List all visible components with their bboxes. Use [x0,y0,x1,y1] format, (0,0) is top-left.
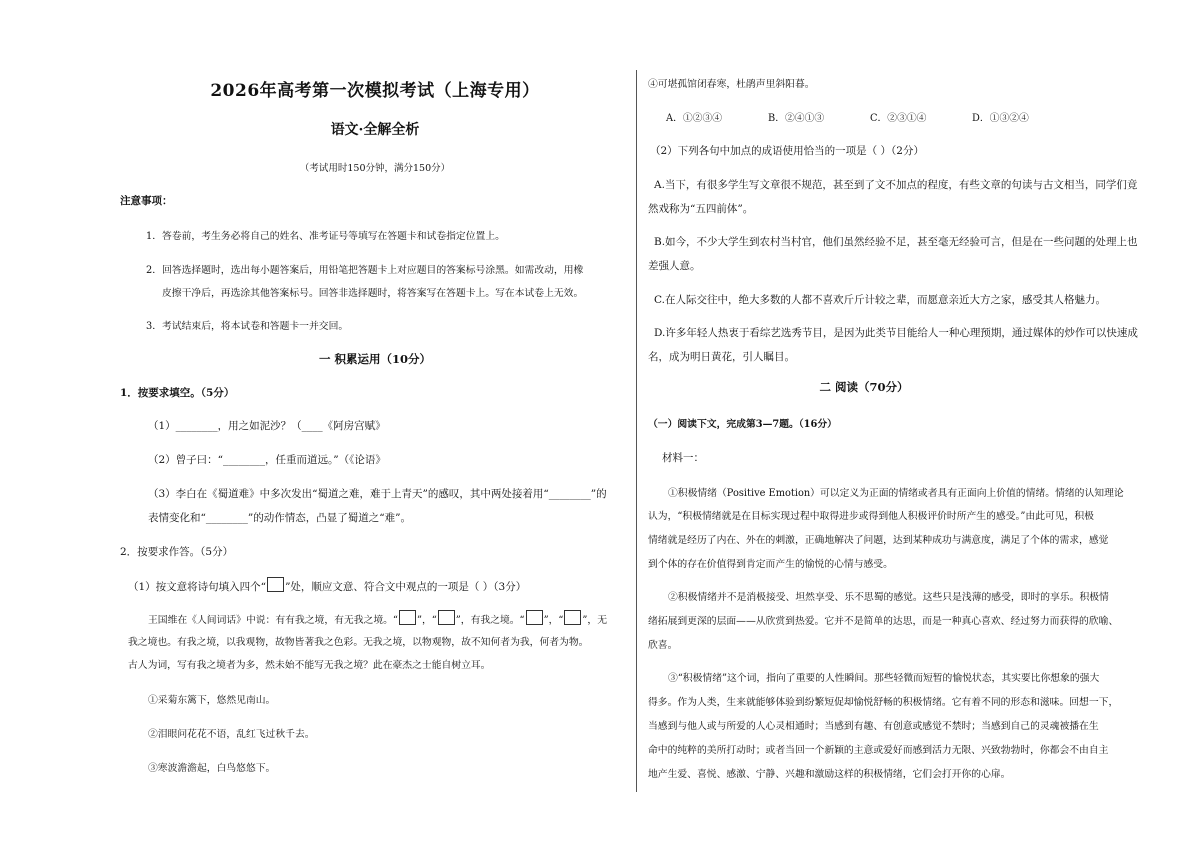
blank-box [564,610,581,625]
reading-subheading: （一）阅读下文，完成第3—7题。（16分） [648,419,837,430]
choice-line: A.当下，有很多学生写文章很不规范，甚至到了文不加点的程度，有些文章的句读与古文相当，同学们竟 [654,179,1138,191]
paragraph-line: 欣喜。 [648,640,678,651]
poem-line: ①采菊东篱下，悠然见南山。 [148,695,276,706]
notice-item: 皮擦干净后，再选涂其他答案标号。回答非选择题时，将答案写在答题卡上。写在本试卷上无效。 [162,288,584,299]
answer-options [666,110,1080,124]
option-a: A．①②③④ [666,113,723,124]
section-heading: 二 阅读（70分） [819,380,909,394]
blank-box [399,610,416,625]
blank-box [526,610,543,625]
column-divider [636,70,637,792]
poem-line: ④可堪孤馆闭春寒，杜鹃声里斜阳暮。 [648,79,815,90]
choice-line: 然戏称为“五四前体”。 [648,203,754,215]
paragraph-line: 命中的纯粹的美所打动时；或者当回一个新颖的主意或爱好而感到活力无限、兴致勃勃时，你都会不由自主 [648,745,1109,756]
passage-line: 王国维在《人间词话》中说：有有我之境，有无我之境。“ ”，“ ”，有我之境。“ ”，“ ”，无 [148,610,630,626]
option-b: B．②④①③ [768,113,825,124]
page-title: 2026年高考第一次模拟考试（上海专用） [210,81,540,101]
paragraph-line: 得多。作为人类，生来就能够体验到纷繁短促却愉悦舒畅的积极情绪。它有着不同的形态和滋味。回想一下， [648,697,1119,708]
blank-box [267,577,284,592]
notice-item: 3．考试结束后，将本试卷和答题卡一并交回。 [146,321,349,332]
fill-blank-item: 表情变化和“________”的动作情态，凸显了蜀道之“难”。 [148,512,411,524]
choice-line: 名，成为明日黄花，引人瞩目。 [648,351,795,363]
paragraph-line: 当感到与他人或与所爱的人心灵相通时；当感到有趣、有创意或感觉不禁时；当感到自己的灵魂被播在生 [648,721,1099,732]
paragraph-line: 情绪就是经历了内在、外在的刺激，正确地解决了问题，达到某种成功与满意度，满足了个体的需求，感觉 [648,535,1109,546]
exam-info: （考试用时150分钟，满分150分） [299,163,451,174]
paragraph-line: 绪拓展到更深的层面——从欣赏到热爱。它并不是简单的达思，而是一种真心喜欢、经过努力而获得的欣喻、 [648,616,1119,627]
question-stem: 2．按要求作答。（5分） [120,546,234,558]
blank-box [438,610,455,625]
notice-item: 2．回答选择题时，选出每小题答案后，用铅笔把答题卡上对应题目的答案标号涂黑。如需改动，用橡 [146,265,584,276]
choice-line: D.许多年轻人热衷于看综艺选秀节目，是因为此类节目能给人一种心理预期，通过媒体的炒作可以快速成 [654,327,1138,339]
paragraph-line: 到个体的存在价值得到肯定而产生的愉悦的心情与感受。 [648,559,893,570]
fill-blank-item: （2）曾子曰：“________，任重而道远。”（《论语》 [148,454,386,466]
option-c: C．②③①④ [870,113,927,124]
page-subtitle: 语文·全解全析 [330,122,420,138]
choice-line: B.如今，不少大学生到农村当村官，他们虽然经验不足，甚至毫无经验可言，但是在一些问题的处理上也 [654,236,1138,248]
question-stem: 1．按要求填空。（5分） [120,387,235,399]
sub-question: （1）按文意将诗句填入四个“ ”处，顺应文意、符合文中观点的一项是（ ）（3分） [128,577,630,594]
poem-line: ③寒波澹澹起，白鸟悠悠下。 [148,763,276,774]
paragraph-line: 地产生爱、喜悦、感激、宁静、兴趣和激励这样的积极情绪，它们会打开你的心扉。 [648,769,1011,780]
fill-blank-item: （1）________，用之如泥沙？（____《阿房宫赋》 [148,420,386,432]
section-heading: 一 积累运用（10分） [318,352,431,366]
choice-line: C.在人际交往中，绝大多数的人都不喜欢斤斤计较之辈，而愿意亲近大方之家，感受其人格魅力。 [654,294,1106,306]
notice-item: 1．答卷前，考生务必将自己的姓名、准考证号等填写在答题卡和试卷指定位置上。 [146,231,505,242]
passage-line: 古人为词，写有我之境者为多，然未始不能写无我之境？此在豪杰之士能自树立耳。 [128,660,491,671]
paragraph-line: ①积极情绪（Positive Emotion）可以定义为正面的情绪或者具有正面向上价值的情绪。情绪的认知理论 [668,488,1124,499]
passage-line: 我之境也。有我之境，以我观物，故物皆著我之色彩。无我之境，以物观物，故不知何者为我，何者为物。 [128,637,589,648]
paragraph-line: ③“积极情绪”这个词，指向了重要的人性瞬间。那些轻微而短暂的愉悦状态，其实要比你想象的强大 [668,673,1100,684]
paragraph-line: 认为，“积极情绪就是在目标实现过程中取得进步或得到他人积极评价时所产生的感受。”由此可见，积极 [648,511,1094,522]
paragraph-line: ②积极情绪并不是消极接受、坦然享受、乐不思蜀的感觉。这些只是浅薄的感受，即时的享乐。积极情 [668,592,1109,603]
sub-question: （2）下列各句中加点的成语使用恰当的一项是（ ）（2分） [650,145,924,157]
material-label: 材料一： [662,452,704,464]
fill-blank-item: （3）李白在《蜀道难》中多次发出“蜀道之难，难于上青天”的感叹，其中两处接着用“________”的 [148,488,607,500]
option-d: D．①③②④ [972,113,1029,124]
choice-line: 差强人意。 [648,260,701,272]
notice-heading: 注意事项： [120,195,173,207]
poem-line: ②泪眼问花花不语，乱红飞过秋千去。 [148,729,315,740]
